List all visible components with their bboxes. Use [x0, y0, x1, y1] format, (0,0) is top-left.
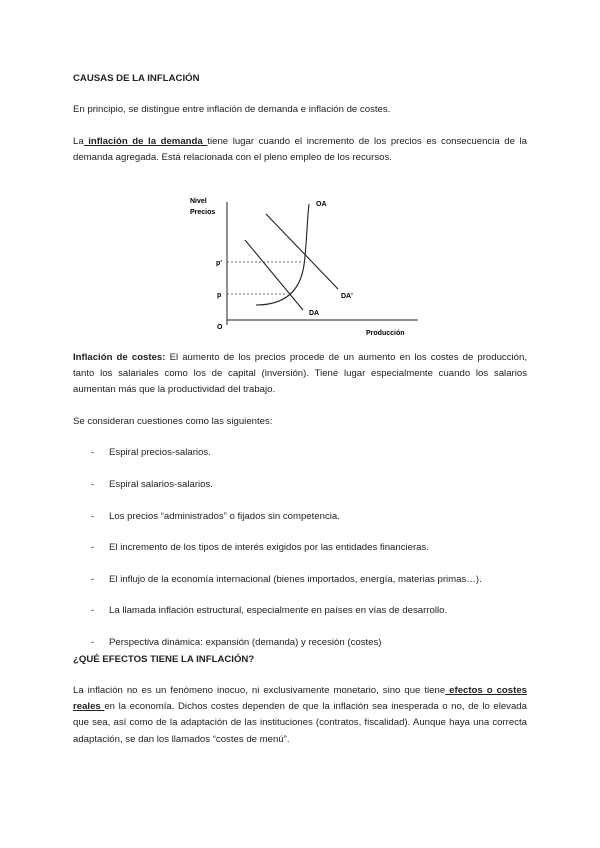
x-axis-label: Producción	[366, 330, 405, 337]
list-item: - Espiral precios-salarios.	[91, 447, 211, 458]
supply-demand-chart	[180, 192, 420, 342]
y-axis-label-2: Precios	[190, 209, 216, 216]
origin-label: O	[217, 324, 223, 331]
effects-post: en la economía. Dichos costes dependen de que la inflación sea inesperada o no, de lo elevada que sea, así como de la adaptación de las instituciones (contratos, fiscalidad). Aunque haya una correcta adaptación, se dan los llamados “costes de menú”.	[73, 701, 527, 745]
list-item: - El incremento de los tipos de interés exigidos por las entidades financieras.	[91, 542, 429, 553]
effects-pre: La inflación no es un fenómeno inocuo, ni exclusivamente monetario, sino que tiene	[73, 685, 446, 696]
bullet-dash: -	[91, 637, 95, 648]
list-item: - Los precios “administrados” o fijados sin competencia.	[91, 511, 340, 522]
oa-curve	[256, 204, 309, 305]
bullet-dash: -	[91, 511, 95, 522]
da-prime-label: DA'	[341, 293, 353, 300]
effects-term: efectos o costes reales	[73, 685, 527, 713]
costs-paragraph	[73, 350, 527, 399]
intro-paragraph: En principio, se distingue entre inflación de demanda e inflación de costes.	[73, 104, 391, 115]
demand-term: inflación de la demanda	[83, 136, 208, 147]
oa-label: OA	[316, 201, 327, 208]
list-item: - El influjo de la economía internacional (bienes importados, energía, materias primas…).	[91, 574, 482, 585]
bullet-dash: -	[91, 574, 95, 585]
demand-pre: La	[73, 136, 84, 147]
list-item: - Perspectiva dinámica: expansión (demanda) y recesión (costes)	[91, 637, 382, 648]
demand-post: tiene lugar cuando el incremento de los precios es consecuencia de la demanda agregada. Está relacionada con el pleno empleo de los recursos.	[73, 136, 527, 164]
demand-paragraph	[73, 134, 527, 166]
section-title-causes: CAUSAS DE LA INFLACIÓN	[73, 73, 200, 84]
bullet-dash: -	[91, 605, 95, 616]
p-prime-label: p'	[216, 260, 222, 267]
costs-body: El aumento de los precios procede de un aumento en los costes de producción, tanto los salariales como los de capital (inversión). Tiene lugar especialmente cuando los salarios aumentan más que la productividad del trabajo.	[73, 352, 527, 396]
list-item: - Espiral salarios-salarios.	[91, 479, 213, 490]
bullet-dash: -	[91, 479, 95, 490]
list-intro: Se consideran cuestiones como las siguientes:	[73, 416, 273, 427]
list-item: - La llamada inflación estructural, especialmente en países en vías de desarrollo.	[91, 605, 448, 616]
section-title-effects: ¿QUÉ EFECTOS TIENE LA INFLACIÓN?	[73, 654, 255, 665]
da-label: DA	[309, 310, 320, 317]
bullet-dash: -	[91, 542, 95, 553]
bullet-dash: -	[91, 447, 95, 458]
effects-paragraph	[73, 683, 527, 748]
p-label: p	[217, 292, 222, 299]
da-line	[245, 240, 303, 310]
y-axis-label-1: Nivel	[190, 198, 207, 205]
costs-term: Inflación de costes:	[73, 352, 166, 363]
